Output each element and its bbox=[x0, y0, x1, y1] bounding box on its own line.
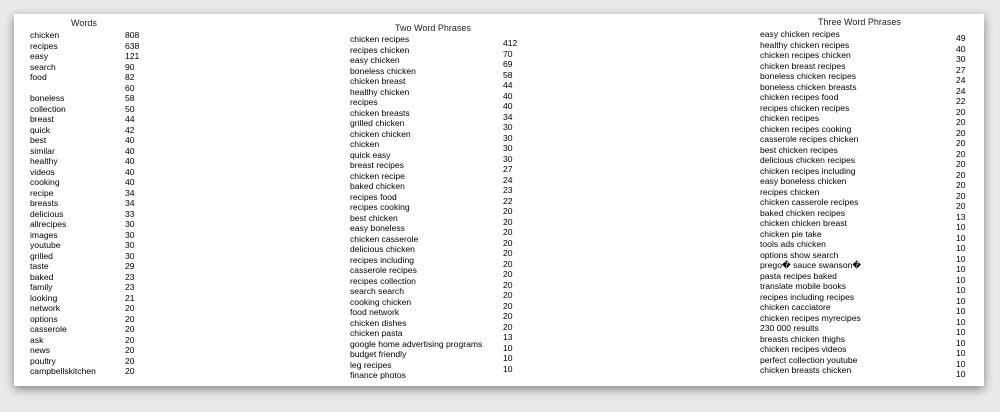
word-count-cell: 50 bbox=[125, 103, 135, 114]
two-word-count-cell: 20 bbox=[503, 227, 513, 237]
word-count-cell: 34 bbox=[125, 198, 135, 208]
three-word-phrase-cell: chicken casserole recipes bbox=[760, 197, 859, 207]
two-word-count-cell: 24 bbox=[503, 174, 513, 185]
two-word-phrase-cell: chicken breasts bbox=[350, 107, 410, 118]
word-cell: food bbox=[30, 72, 47, 82]
two-word-count-cell: 30 bbox=[503, 143, 513, 153]
two-word-phrase-cell: chicken recipe bbox=[350, 170, 405, 181]
two-word-phrase-cell: chicken breast bbox=[350, 76, 406, 86]
word-cell: news bbox=[30, 345, 51, 355]
three-word-phrase-cell: chicken pie take bbox=[760, 228, 822, 239]
three-word-count-cell: 10 bbox=[956, 253, 966, 264]
three-word-phrase-cell: healthy chicken recipes bbox=[760, 39, 850, 50]
two-word-count-cell: 412 bbox=[503, 38, 518, 48]
word-cell: best bbox=[30, 135, 47, 145]
three-word-count-cell: 10 bbox=[956, 306, 966, 316]
word-cell: quick bbox=[30, 124, 51, 135]
word-cell: network bbox=[30, 303, 61, 313]
three-word-count-cell: 20 bbox=[956, 169, 966, 180]
two-word-column-title: Two Word Phrases bbox=[395, 23, 471, 33]
three-word-count-cell: 30 bbox=[956, 54, 966, 64]
three-word-phrase-cell: recipes chicken recipes bbox=[760, 102, 850, 113]
three-word-phrase-cell: recipes including recipes bbox=[760, 291, 855, 302]
word-count-cell: 30 bbox=[125, 219, 135, 229]
word-count-cell: 121 bbox=[125, 51, 140, 61]
three-word-count-cell: 10 bbox=[956, 348, 966, 358]
two-word-count-cell: 22 bbox=[503, 195, 513, 206]
word-count-cell: 20 bbox=[125, 324, 135, 334]
three-word-count-cell: 22 bbox=[956, 96, 966, 106]
word-cell: casserole bbox=[30, 324, 67, 334]
word-cell: ask bbox=[30, 334, 44, 345]
word-count-cell: 23 bbox=[125, 271, 135, 282]
three-word-count-cell: 20 bbox=[956, 180, 966, 190]
word-count-cell: 21 bbox=[125, 292, 135, 303]
two-word-count-cell: 69 bbox=[503, 59, 513, 69]
two-word-phrase-cell: budget friendly bbox=[350, 349, 407, 359]
three-word-count-cell: 20 bbox=[956, 148, 966, 159]
two-word-count-cell: 23 bbox=[503, 185, 513, 195]
three-word-count-cell: 20 bbox=[956, 106, 966, 117]
word-cell: delicious bbox=[30, 208, 64, 219]
two-word-count-cell: 20 bbox=[503, 206, 513, 216]
word-count-cell: 23 bbox=[125, 282, 135, 292]
word-count-cell: 30 bbox=[125, 250, 135, 261]
two-word-phrase-cell: casserole recipes bbox=[350, 265, 417, 275]
word-cell: options bbox=[30, 313, 58, 324]
three-word-phrase-cell: chicken recipes including bbox=[760, 165, 856, 176]
two-word-count-cell: 10 bbox=[503, 363, 513, 374]
word-cell: baked bbox=[30, 271, 54, 282]
two-word-count-cell: 20 bbox=[503, 216, 513, 227]
three-word-phrase-cell: perfect collection youtube bbox=[760, 354, 858, 365]
three-word-count-list bbox=[956, 33, 980, 380]
three-word-count-cell: 10 bbox=[956, 358, 966, 369]
word-cell: campbellskitchen bbox=[30, 366, 96, 376]
two-word-phrase-cell: easy boneless bbox=[350, 223, 405, 233]
three-word-count-cell: 40 bbox=[956, 43, 966, 54]
three-word-count-cell: 10 bbox=[956, 285, 966, 295]
three-word-count-cell: 13 bbox=[956, 211, 966, 222]
three-word-count-cell: 27 bbox=[956, 64, 966, 75]
word-cell: family bbox=[30, 282, 53, 292]
word-cell: poultry bbox=[30, 355, 56, 366]
two-word-phrase-cell: boneless chicken bbox=[350, 65, 416, 76]
word-cell: cooking bbox=[30, 177, 60, 187]
two-word-phrase-cell: best chicken bbox=[350, 212, 398, 223]
two-word-phrase-cell: food network bbox=[350, 307, 400, 317]
word-count-cell: 60 bbox=[125, 82, 135, 93]
three-word-phrase-cell: breasts chicken thighs bbox=[760, 333, 846, 344]
word-cell: easy bbox=[30, 51, 49, 61]
two-word-phrase-cell: recipes cooking bbox=[350, 202, 410, 212]
word-count-cell: 808 bbox=[125, 30, 140, 40]
two-word-count-cell: 20 bbox=[503, 279, 513, 290]
words-column-title: Words bbox=[71, 18, 97, 28]
word-count-cell: 30 bbox=[125, 229, 135, 240]
two-word-count-cell: 30 bbox=[503, 132, 513, 143]
two-word-phrase-cell: quick easy bbox=[350, 149, 391, 160]
word-count-cell: 33 bbox=[125, 208, 135, 219]
word-cell: grilled bbox=[30, 250, 53, 261]
two-word-phrase-cell: chicken dishes bbox=[350, 317, 407, 328]
word-count-cell: 29 bbox=[125, 261, 135, 271]
three-word-count-cell: 24 bbox=[956, 85, 966, 96]
three-word-phrase-cell: chicken breasts chicken bbox=[760, 365, 852, 375]
word-count-cell: 34 bbox=[125, 187, 135, 198]
word-cell: search bbox=[30, 61, 56, 72]
two-word-count-cell: 20 bbox=[503, 321, 513, 332]
word-count-cell: 40 bbox=[125, 135, 135, 145]
two-word-phrase-cell: chicken recipes bbox=[350, 34, 410, 44]
three-word-count-cell: 10 bbox=[956, 316, 966, 327]
two-word-count-cell: 20 bbox=[503, 248, 513, 258]
two-word-count-cell: 44 bbox=[503, 80, 513, 90]
word-count-cell: 40 bbox=[125, 145, 135, 156]
word-cell: boneless bbox=[30, 93, 65, 103]
three-word-count-cell: 10 bbox=[956, 264, 966, 274]
word-cell: allrecipes bbox=[30, 219, 67, 229]
words-list bbox=[30, 30, 130, 377]
two-word-phrase-cell: healthy chicken bbox=[350, 86, 410, 97]
three-word-count-cell: 10 bbox=[956, 243, 966, 253]
spreadsheet-page bbox=[14, 14, 984, 386]
word-count-cell: 20 bbox=[125, 334, 135, 345]
three-word-phrase-cell: easy boneless chicken bbox=[760, 176, 847, 186]
three-word-phrase-cell: easy chicken recipes bbox=[760, 29, 840, 39]
word-cell: youtube bbox=[30, 240, 61, 250]
three-word-phrase-cell: boneless chicken breasts bbox=[760, 81, 857, 92]
two-word-count-cell: 10 bbox=[503, 353, 513, 363]
two-word-count-cell: 34 bbox=[503, 111, 513, 122]
word-cell: collection bbox=[30, 103, 66, 114]
word-count-cell: 90 bbox=[125, 61, 135, 72]
three-word-count-cell: 10 bbox=[956, 232, 966, 243]
three-word-phrase-cell: 230 000 results bbox=[760, 323, 819, 333]
two-word-phrase-cell: finance photos bbox=[350, 370, 406, 380]
three-word-phrase-cell: chicken chicken breast bbox=[760, 218, 847, 228]
three-word-phrase-cell: chicken recipes myrecipes bbox=[760, 312, 861, 323]
word-count-cell: 40 bbox=[125, 166, 135, 177]
word-cell: recipes bbox=[30, 40, 58, 51]
word-cell: videos bbox=[30, 166, 55, 177]
two-word-phrase-cell: breast recipes bbox=[350, 160, 404, 170]
two-word-phrase-cell: leg recipes bbox=[350, 359, 392, 370]
two-word-phrase-cell: chicken pasta bbox=[350, 328, 403, 338]
three-word-phrase-cell: chicken recipes videos bbox=[760, 344, 847, 354]
two-word-count-list bbox=[503, 38, 543, 374]
word-count-cell: 42 bbox=[125, 124, 135, 135]
word-count-cell: 40 bbox=[125, 156, 135, 166]
word-count-cell: 82 bbox=[125, 72, 135, 82]
two-word-count-cell: 58 bbox=[503, 69, 513, 80]
two-word-phrase-cell: delicious chicken bbox=[350, 244, 415, 254]
word-cell: breast bbox=[30, 114, 54, 124]
three-word-count-cell: 24 bbox=[956, 75, 966, 85]
two-word-phrase-cell: chicken bbox=[350, 139, 380, 149]
three-word-phrase-cell: prego� sauce swanson� bbox=[760, 260, 862, 270]
two-word-count-cell: 20 bbox=[503, 290, 513, 300]
two-word-count-cell: 27 bbox=[503, 164, 513, 174]
two-word-phrase-list bbox=[350, 34, 510, 381]
three-word-count-cell: 20 bbox=[956, 117, 966, 127]
word-count-cell: 40 bbox=[125, 177, 135, 187]
word-cell bbox=[30, 83, 130, 94]
three-word-phrase-cell: chicken recipes food bbox=[760, 92, 839, 102]
two-word-count-cell: 30 bbox=[503, 122, 513, 132]
word-cell: healthy bbox=[30, 156, 58, 166]
two-word-phrase-cell: recipes chicken bbox=[350, 44, 410, 55]
three-word-phrase-cell: baked chicken recipes bbox=[760, 207, 846, 218]
three-word-count-cell: 49 bbox=[956, 33, 966, 43]
two-word-count-cell: 20 bbox=[503, 311, 513, 321]
three-word-phrase-cell: chicken recipes bbox=[760, 113, 820, 123]
word-count-cell: 20 bbox=[125, 355, 135, 366]
two-word-phrase-cell: recipes bbox=[350, 97, 378, 107]
word-cell: images bbox=[30, 229, 58, 240]
three-word-count-cell: 10 bbox=[956, 327, 966, 337]
two-word-count-cell: 13 bbox=[503, 332, 513, 342]
three-word-count-cell: 10 bbox=[956, 369, 966, 379]
two-word-phrase-cell: google home advertising programs bbox=[350, 338, 483, 349]
two-word-phrase-cell: recipes collection bbox=[350, 275, 416, 286]
three-word-count-cell: 20 bbox=[956, 201, 966, 211]
two-word-count-cell: 10 bbox=[503, 342, 513, 353]
three-word-column-title: Three Word Phrases bbox=[818, 17, 901, 27]
two-word-count-cell: 20 bbox=[503, 258, 513, 269]
word-cell: taste bbox=[30, 261, 49, 271]
three-word-phrase-cell: recipes chicken bbox=[760, 186, 820, 197]
two-word-phrase-cell: chicken casserole bbox=[350, 233, 419, 244]
three-word-count-cell: 20 bbox=[956, 138, 966, 148]
three-word-count-cell: 20 bbox=[956, 159, 966, 169]
three-word-phrase-cell: delicious chicken recipes bbox=[760, 155, 856, 165]
two-word-phrase-cell: cooking chicken bbox=[350, 296, 412, 307]
two-word-phrase-cell: recipes food bbox=[350, 191, 397, 202]
three-word-count-cell: 10 bbox=[956, 274, 966, 285]
three-word-phrase-cell: boneless chicken recipes bbox=[760, 71, 857, 81]
three-word-phrase-cell: best chicken recipes bbox=[760, 144, 838, 155]
three-word-count-cell: 10 bbox=[956, 295, 966, 306]
two-word-phrase-cell: grilled chicken bbox=[350, 118, 405, 128]
word-count-cell: 30 bbox=[125, 240, 135, 250]
two-word-count-cell: 20 bbox=[503, 269, 513, 279]
three-word-phrase-cell: chicken breast recipes bbox=[760, 60, 846, 71]
word-count-cell: 58 bbox=[125, 93, 135, 103]
word-cell: looking bbox=[30, 292, 58, 303]
two-word-count-cell: 20 bbox=[503, 237, 513, 248]
word-count-cell: 44 bbox=[125, 114, 135, 124]
two-word-count-cell: 70 bbox=[503, 48, 513, 59]
word-cell: chicken bbox=[30, 30, 60, 40]
three-word-phrase-cell: translate mobile books bbox=[760, 281, 846, 291]
three-word-count-cell: 10 bbox=[956, 337, 966, 348]
three-word-phrase-cell: casserole recipes chicken bbox=[760, 134, 859, 144]
three-word-phrase-cell: options show search bbox=[760, 249, 839, 260]
words-count-list bbox=[125, 30, 165, 377]
two-word-count-cell: 30 bbox=[503, 153, 513, 164]
three-word-phrase-cell: chicken cacciatore bbox=[760, 302, 831, 312]
word-cell: breasts bbox=[30, 198, 59, 208]
word-count-cell: 638 bbox=[125, 40, 140, 51]
two-word-phrase-cell: chicken chicken bbox=[350, 128, 411, 139]
three-word-count-cell: 10 bbox=[956, 222, 966, 232]
three-word-count-cell: 20 bbox=[956, 127, 966, 138]
three-word-phrase-list bbox=[760, 29, 930, 376]
two-word-phrase-cell: baked chicken bbox=[350, 181, 405, 191]
three-word-phrase-cell: pasta recipes baked bbox=[760, 270, 837, 281]
three-word-count-cell: 20 bbox=[956, 190, 966, 201]
two-word-phrase-cell: search search bbox=[350, 286, 404, 296]
word-cell: recipe bbox=[30, 187, 54, 198]
word-cell: similar bbox=[30, 145, 55, 156]
three-word-phrase-cell: chicken recipes chicken bbox=[760, 50, 851, 60]
word-count-cell: 20 bbox=[125, 303, 135, 313]
two-word-count-cell: 40 bbox=[503, 101, 513, 111]
three-word-phrase-cell: chicken recipes cooking bbox=[760, 123, 852, 134]
word-count-cell: 20 bbox=[125, 345, 135, 355]
two-word-count-cell: 20 bbox=[503, 300, 513, 311]
word-count-cell: 20 bbox=[125, 313, 135, 324]
two-word-phrase-cell: easy chicken bbox=[350, 55, 400, 65]
word-count-cell: 20 bbox=[125, 366, 135, 376]
three-word-phrase-cell: tools ads chicken bbox=[760, 239, 826, 249]
two-word-phrase-cell: recipes including bbox=[350, 254, 415, 265]
two-word-count-cell: 40 bbox=[503, 90, 513, 101]
